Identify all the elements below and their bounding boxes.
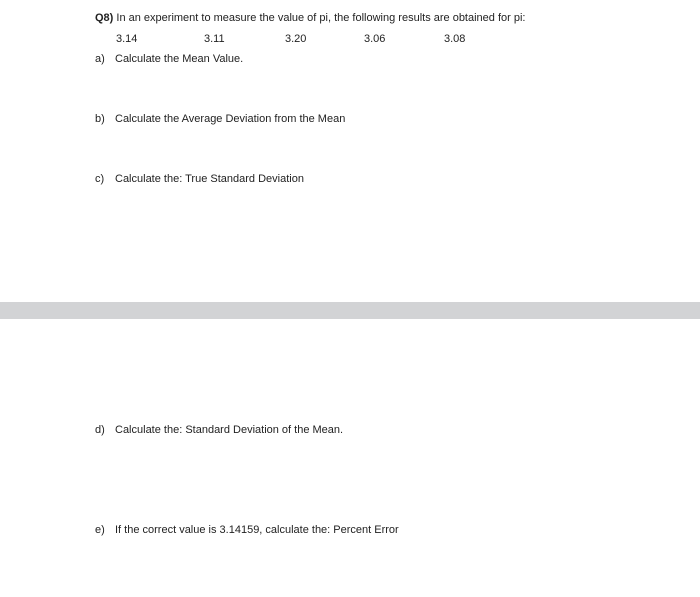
part-d <box>95 424 343 436</box>
question-heading <box>95 12 525 24</box>
part-d-text: Calculate the: Standard Deviation of the Mean. <box>115 424 344 436</box>
part-a-letter: a) <box>95 53 105 65</box>
part-e <box>95 524 399 536</box>
part-e-text: If the correct value is 3.14159, calculate the: Percent Error <box>115 524 399 536</box>
result-value-1: 3.14 <box>116 33 138 45</box>
part-b-text: Calculate the Average Deviation from the Mean <box>115 113 346 125</box>
part-d-letter: d) <box>95 424 105 436</box>
part-c <box>95 173 304 185</box>
part-c-text: Calculate the: True Standard Deviation <box>115 173 304 185</box>
result-value-5: 3.08 <box>444 33 466 45</box>
part-a-text: Calculate the Mean Value. <box>115 53 244 65</box>
result-value-3: 3.20 <box>285 33 307 45</box>
part-c-letter: c) <box>95 173 105 185</box>
question-text: In an experiment to measure the value of pi, the following results are obtained for pi: <box>116 12 526 24</box>
page-divider <box>0 302 700 319</box>
result-value-2: 3.11 <box>204 33 225 45</box>
part-b-letter: b) <box>95 113 105 125</box>
result-value-4: 3.06 <box>364 33 386 45</box>
part-e-letter: e) <box>95 524 105 536</box>
part-a <box>95 53 243 65</box>
part-b <box>95 113 345 125</box>
question-number: Q8) <box>95 12 114 24</box>
